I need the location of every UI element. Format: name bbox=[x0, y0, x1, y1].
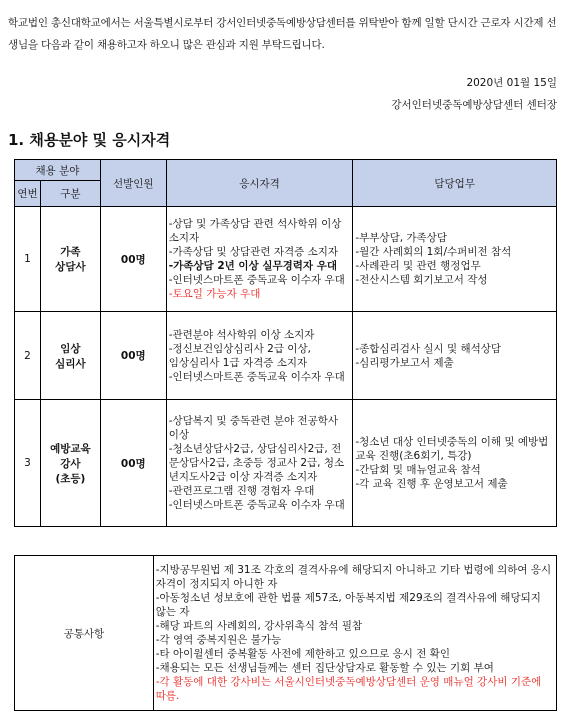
row-category: 임상 심리사 bbox=[40, 312, 100, 400]
row-duty: -청소년 대상 인터넷중독의 이해 및 예방법 교육 진행(초6회기, 특강) -간담회 및 매뉴얼교육 참석 -각 교육 진행 후 운영보고서 제출 bbox=[353, 400, 557, 527]
date-block bbox=[391, 72, 557, 116]
common-items bbox=[153, 556, 556, 711]
notice-signer: 강서인터넷중독예방상담센터 센터장 bbox=[391, 99, 557, 111]
row-no: 3 bbox=[15, 400, 41, 527]
list-item: -지방공무원법 제 31조 각호의 결격사유에 해당되지 아니하고 기타 법령에 의하여 응시자격이 정지되지 아니한 자 bbox=[155, 564, 552, 590]
header-qualification: 응시자격 bbox=[166, 160, 353, 207]
row-category: 예방교육 강사 (초등) bbox=[40, 400, 100, 527]
row-no: 2 bbox=[15, 312, 41, 400]
header-duty: 담당업무 bbox=[353, 160, 557, 207]
recruitment-table bbox=[14, 159, 557, 527]
row-duty: -종합심리검사 실시 및 해석상담 -심리평가보고서 제출 bbox=[353, 312, 557, 400]
row-count: 00명 bbox=[100, 207, 166, 312]
list-item: -타 아이윌센터 중복활동 사전에 제한하고 있으므로 응시 전 확인 bbox=[155, 648, 450, 660]
list-item: -각 영역 중복지원은 불가능 bbox=[155, 634, 282, 646]
header-count: 선발인원 bbox=[100, 160, 166, 207]
table-row bbox=[15, 400, 557, 527]
row-qualification: -상담복지 및 중독관련 분야 전공학사 이상 -청소년상담사2급, 상담심리사2급, 전문상담사2급, 초중등 정교사 2급, 청소년지도사2급 이상 자격증 소지자 -관련프로그램 진행 경험자 우대 -인터넷스마트폰 중독교육 이수자 우대 bbox=[166, 400, 353, 527]
intro-paragraph: 학교법인 총신대학교에서는 서울특별시로부터 강서인터넷중독예방상담센터를 위탁받아 함께 일할 단시간 근로자 시간제 선생님을 다음과 같이 채용하고자 하오니 많은 관심과 지원 부탁드립니다. bbox=[8, 17, 557, 51]
row-no: 1 bbox=[15, 207, 41, 312]
list-item: -아동청소년 성보호에 관한 법률 제57조, 아동복지법 제29조의 결격사유에 해당되지 않는 자 bbox=[155, 592, 541, 618]
header-category: 구분 bbox=[40, 181, 100, 207]
row-category: 가족 상담사 bbox=[40, 207, 100, 312]
row-count: 00명 bbox=[100, 312, 166, 400]
section-title: 1. 채용분야 및 응시자격 bbox=[8, 131, 171, 149]
common-requirements-table bbox=[14, 555, 557, 711]
table-row bbox=[15, 207, 557, 312]
notice-date: 2020년 01월 15일 bbox=[466, 77, 557, 89]
header-no: 연번 bbox=[15, 181, 41, 207]
row-count: 00명 bbox=[100, 400, 166, 527]
row-duty: -부부상담, 가족상담 -월간 사례회의 1회/수퍼비전 참석 -사례관리 및 관련 행정업무 -전산시스템 회기보고서 작성 bbox=[353, 207, 557, 312]
list-item: -각 활동에 대한 강사비는 서울시인터넷중독예방상담센터 운영 매뉴얼 강사비 기준에 따름. bbox=[155, 676, 542, 702]
list-item: -해당 파트의 사례회의, 강사위촉식 참석 필참 bbox=[155, 620, 363, 632]
header-field: 채용 분야 bbox=[15, 160, 101, 181]
row-qualification: -관련분야 석사학위 이상 소지자 -정신보건임상심리사 2급 이상, 임상심리사 1급 자격증 소지자 -인터넷스마트폰 중독교육 이수자 우대 bbox=[166, 312, 353, 400]
list-item: -채용되는 모든 선생님들께는 센터 집단상담자로 활동할 수 있는 기회 부여 bbox=[155, 662, 494, 674]
common-label: 공통사항 bbox=[15, 556, 154, 711]
table-row bbox=[15, 312, 557, 400]
row-qualification: -상담 및 가족상담 관련 석사학위 이상 소지자 -가족상담 및 상담관련 자격증 소지자 -가족상담 2년 이상 실무경력자 우대 -인터넷스마트폰 중독교육 이수자 우대 -토요일 가능자 우대 bbox=[166, 207, 353, 312]
